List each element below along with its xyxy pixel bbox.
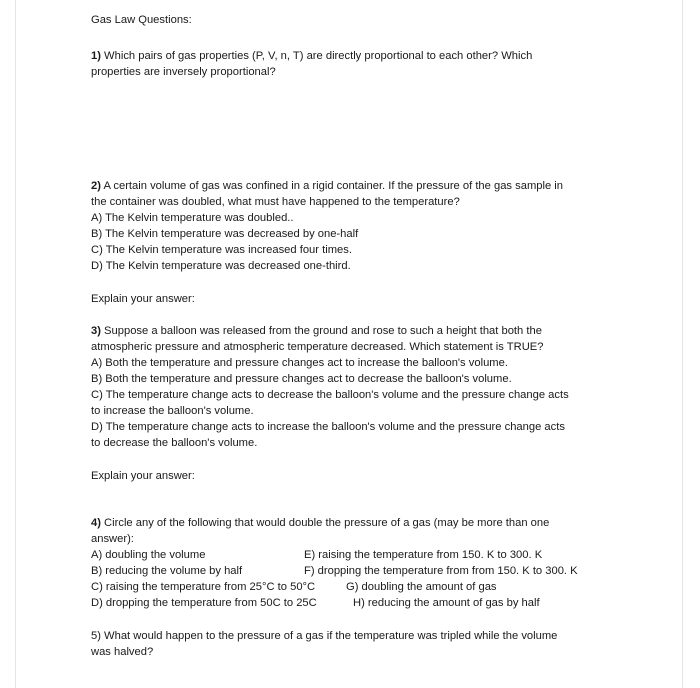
question-1-text: Which pairs of gas properties (P, V, n, T) are directly proportional to each other? Which (100, 50, 533, 62)
question-4-option-a: A) doubling the volume (91, 549, 206, 561)
question-4-row-3 (91, 579, 611, 595)
question-4-option-e: E) raising the temperature from 150. K to 300. K (304, 549, 543, 561)
document-title (91, 12, 611, 28)
question-4-number: 4) (91, 517, 101, 529)
question-4-row-4 (91, 595, 611, 611)
question-1-line-1 (91, 48, 611, 64)
question-3-number: 3) (91, 325, 101, 337)
question-2-explain-label: Explain your answer: (91, 293, 195, 305)
question-2-option-d: D) The Kelvin temperature was decreased one-third. (91, 260, 351, 272)
question-4-option-f: F) dropping the temperature from from 150. K to 300. K (304, 565, 578, 577)
question-2-option-c: C) The Kelvin temperature was increased four times. (91, 244, 352, 256)
question-2-text: A certain volume of gas was confined in a rigid container. If the pressure of the gas sample in (100, 180, 564, 192)
question-4-line-1 (91, 515, 611, 531)
question-3-explain (91, 468, 611, 484)
question-2-line-2: the container was doubled, what must have happened to the temperature? (91, 196, 460, 208)
question-3 (91, 323, 611, 451)
question-4-option-h: H) reducing the amount of gas by half (353, 597, 540, 609)
title-text: Gas Law Questions: (91, 14, 192, 26)
question-3-text: Suppose a balloon was released from the ground and rose to such a height that both the (100, 325, 542, 337)
question-3-line-2: atmospheric pressure and atmospheric temperature decreased. Which statement is TRUE? (91, 341, 544, 353)
question-3-option-c: C) The temperature change acts to decrease the balloon's volume and the pressure change acts (91, 389, 569, 401)
question-2-line-1 (91, 178, 611, 194)
question-4-option-g: G) doubling the amount of gas (346, 581, 497, 593)
question-2-explain (91, 291, 611, 307)
question-1-line-2: properties are inversely proportional? (91, 66, 276, 78)
question-3-option-d-cont: to decrease the balloon's volume. (91, 437, 258, 449)
question-2 (91, 178, 611, 274)
question-3-line-1 (91, 323, 611, 339)
question-4-line-2: answer): (91, 533, 134, 545)
question-5-line-1: 5) What would happen to the pressure of a gas if the temperature was tripled while the volume (91, 630, 558, 642)
question-5-line-2: was halved? (91, 646, 154, 658)
question-2-number: 2) (91, 180, 101, 192)
question-3-option-b: B) Both the temperature and pressure changes act to decrease the balloon's volume. (91, 373, 512, 385)
question-5 (91, 628, 611, 660)
question-1-number: 1) (91, 50, 101, 62)
question-3-explain-label: Explain your answer: (91, 470, 195, 482)
question-4-row-1 (91, 547, 611, 563)
question-4-text: Circle any of the following that would double the pressure of a gas (may be more than one (100, 517, 550, 529)
question-4-row-2 (91, 563, 611, 579)
question-2-option-a: A) The Kelvin temperature was doubled.. (91, 212, 294, 224)
question-3-option-a: A) Both the temperature and pressure changes act to increase the balloon's volume. (91, 357, 508, 369)
question-1 (91, 48, 611, 80)
question-4-option-b: B) reducing the volume by half (91, 565, 243, 577)
question-3-option-c-cont: to increase the balloon's volume. (91, 405, 254, 417)
question-4-option-c: C) raising the temperature from 25°C to 50°C (91, 581, 316, 593)
question-4-option-d: D) dropping the temperature from 50C to 25C (91, 597, 317, 609)
question-3-option-d: D) The temperature change acts to increase the balloon's volume and the pressure change acts (91, 421, 565, 433)
question-4 (91, 515, 611, 611)
question-2-option-b: B) The Kelvin temperature was decreased by one-half (91, 228, 359, 240)
